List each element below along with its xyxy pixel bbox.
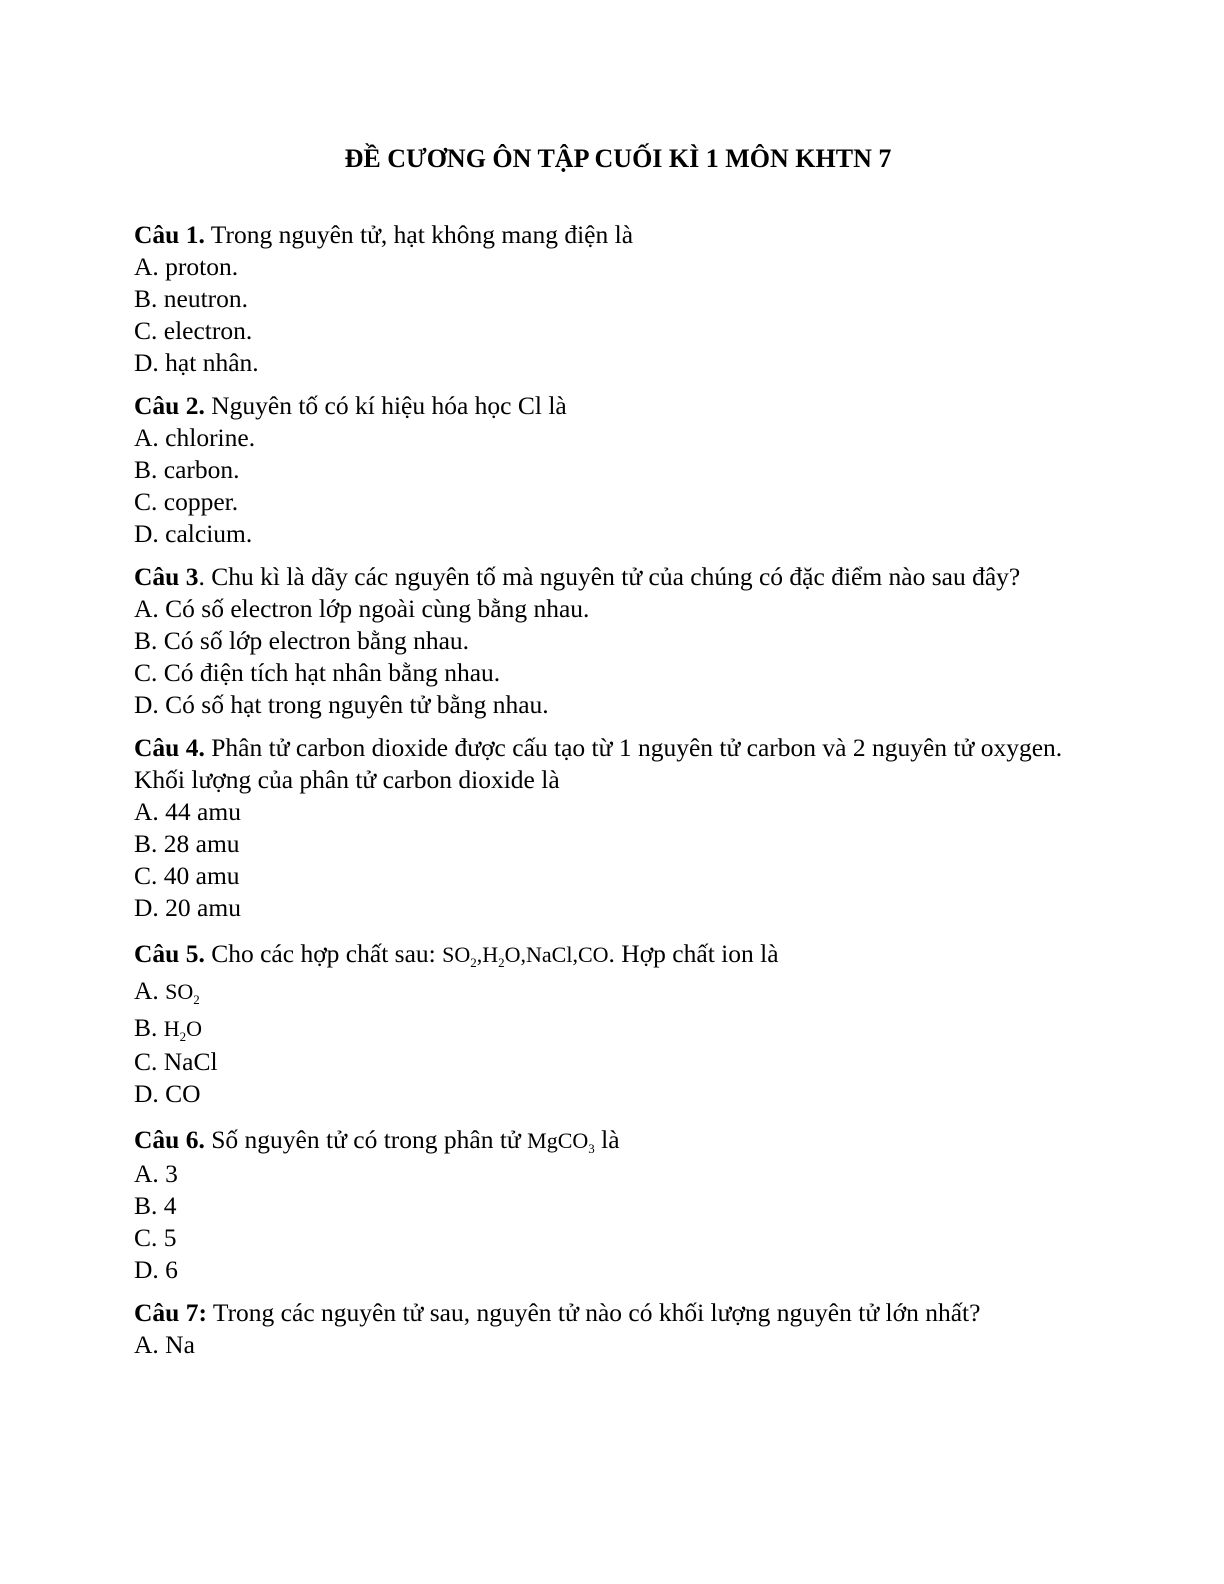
question-4-option-a: A. 44 amu [134, 797, 241, 826]
question-7 [134, 1297, 1064, 1361]
question-6-option-d: D. 6 [134, 1255, 178, 1284]
question-4-option-b: B. 28 amu [134, 829, 240, 858]
question-5-compound-list [442, 942, 609, 970]
question-1-text: Trong nguyên tử, hạt không mang điện là [204, 220, 634, 249]
question-list [134, 219, 1064, 1372]
option-b-formula [163, 1016, 203, 1044]
option-b-formula-tail: O [186, 1016, 203, 1041]
question-1-option-b: B. neutron. [134, 284, 249, 313]
question-6-option-a: A. 3 [134, 1159, 178, 1188]
formula-h2o-tail: O, [504, 942, 527, 967]
question-2-option-d: D. calcium. [134, 519, 253, 548]
question-7-option-a: A. Na [134, 1330, 195, 1359]
option-a-formula-sub: 2 [193, 992, 200, 1007]
question-4 [134, 732, 1064, 924]
question-5 [134, 935, 1064, 1110]
question-4-stem [134, 732, 1064, 796]
formula-mgco3-sub: 3 [588, 1141, 595, 1156]
question-6 [134, 1121, 1064, 1286]
question-2-label: Câu 2. [134, 391, 205, 420]
question-5-option-a [134, 972, 1064, 1009]
formula-h2o-base: H [482, 942, 499, 967]
question-6-formula [527, 1128, 595, 1156]
option-b-prefix: B. [134, 1013, 164, 1042]
document-title: ĐỀ CƯƠNG ÔN TẬP CUỐI KÌ 1 MÔN KHTN 7 [344, 144, 892, 173]
question-4-option-d: D. 20 amu [134, 893, 241, 922]
question-1-option-a: A. proton. [134, 252, 239, 281]
question-5-stem [134, 935, 1064, 972]
formula-nacl: NaCl, [526, 942, 578, 967]
option-a-prefix: A. [134, 976, 166, 1005]
formula-co: CO [577, 942, 609, 967]
question-2-stem [134, 390, 1064, 422]
question-1 [134, 219, 1064, 379]
question-2-option-a: A. chlorine. [134, 423, 256, 452]
question-5-option-c: C. NaCl [134, 1047, 218, 1076]
question-5-text-after: . Hợp chất ion là [608, 939, 779, 968]
question-6-text-after: là [594, 1125, 620, 1154]
question-4-text: Phân tử carbon dioxide được cấu tạo từ 1 nguyên tử carbon và 2 nguyên tử oxygen. Khối lượng của phân tử carbon dioxide là [134, 733, 1063, 794]
question-7-text: Trong các nguyên tử sau, nguyên tử nào có khối lượng nguyên tử lớn nhất? [206, 1298, 981, 1327]
question-5-label: Câu 5. [134, 939, 205, 968]
question-4-option-c: C. 40 amu [134, 861, 240, 890]
option-a-formula [165, 979, 200, 1007]
question-2-option-c: C. copper. [134, 487, 239, 516]
question-1-option-c: C. electron. [134, 316, 253, 345]
formula-so2-sub: 2 [470, 955, 477, 970]
question-3-option-c: C. Có điện tích hạt nhân bằng nhau. [134, 658, 501, 687]
question-6-text-before: Số nguyên tử có trong phân tử [204, 1125, 528, 1154]
question-3-option-d: D. Có số hạt trong nguyên tử bằng nhau. [134, 690, 549, 719]
question-1-option-d: D. hạt nhân. [134, 348, 259, 377]
question-7-label: Câu 7: [134, 1298, 207, 1327]
question-3-option-a: A. Có số electron lớp ngoài cùng bằng nhau. [134, 594, 590, 623]
question-2-option-b: B. carbon. [134, 455, 240, 484]
question-2-text: Nguyên tố có kí hiệu hóa học Cl là [204, 391, 567, 420]
question-3 [134, 561, 1064, 721]
option-b-formula-base: H [163, 1016, 180, 1041]
formula-comma: , [476, 942, 483, 967]
question-5-option-b [134, 1009, 1064, 1046]
question-6-option-c: C. 5 [134, 1223, 177, 1252]
question-5-text-before: Cho các hợp chất sau: [204, 939, 443, 968]
question-3-stem [134, 561, 1064, 593]
question-7-stem [134, 1297, 1064, 1329]
formula-mgco3-base: MgCO [527, 1128, 589, 1153]
question-3-option-b: B. Có số lớp electron bằng nhau. [134, 626, 470, 655]
question-4-label: Câu 4. [134, 733, 205, 762]
question-3-label: Câu 3 [134, 562, 199, 591]
question-6-label: Câu 6. [134, 1125, 205, 1154]
formula-h2o-sub: 2 [498, 955, 505, 970]
question-6-stem [134, 1121, 1064, 1158]
question-3-text: . Chu kì là dãy các nguyên tố mà nguyên tử của chúng có đặc điểm nào sau đây? [198, 562, 1021, 591]
question-1-label: Câu 1. [134, 220, 205, 249]
question-6-option-b: B. 4 [134, 1191, 177, 1220]
question-5-option-d: D. CO [134, 1079, 201, 1108]
question-1-stem [134, 219, 1064, 251]
option-a-formula-base: SO [165, 979, 194, 1004]
question-2 [134, 390, 1064, 550]
option-b-formula-sub: 2 [179, 1029, 187, 1044]
formula-so2-base: SO [442, 942, 471, 967]
